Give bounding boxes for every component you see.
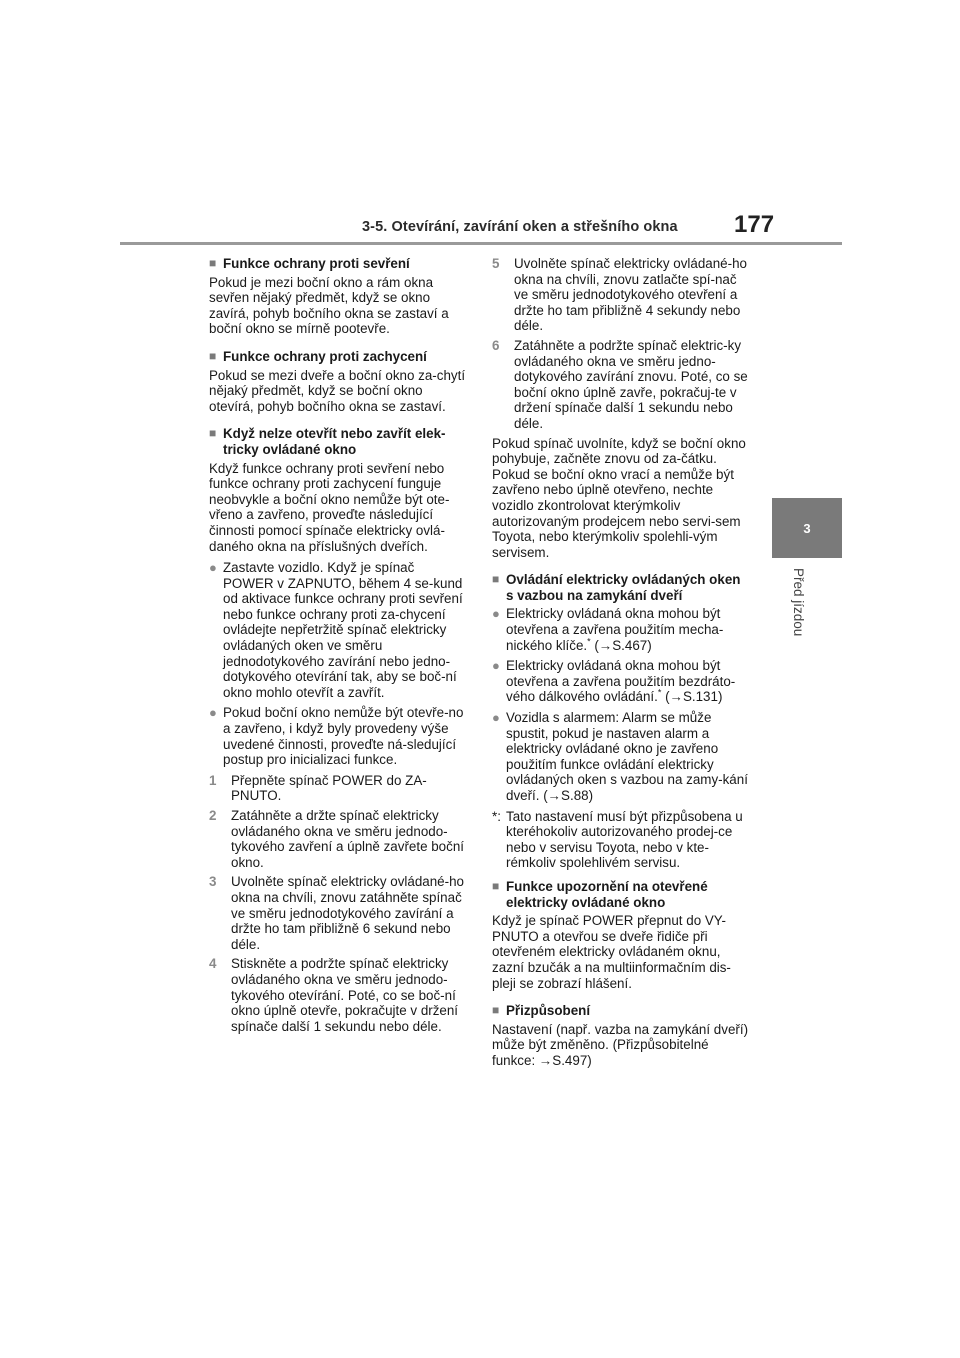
paragraph: Pokud se boční okno vrací a nemůže být zavřeno nebo úplně otevřeno, nechte vozidlo zkontrolovat kterýmkoliv autorizovaným prodejcem nebo servi-sem Toyota, nebo kterýmkoliv spolehli-vým servisem. [492,466,741,560]
step-item [492,338,750,432]
step-number: 5 [492,256,500,271]
section-heading [492,572,750,603]
step-text: Uvolněte spínač elektricky ovládané-ho okna na chvíli, znovu zatlačte spí-nač ve směru jednodotykového otevření a držte ho tam přibližně 4 sekundy nebo déle. [514,256,747,334]
list-item-text [506,658,750,705]
step-number: 2 [209,808,217,823]
circle-bullet-icon: ● [209,705,217,721]
header-divider [120,242,842,245]
paragraph: Pokud je mezi boční okno a rám okna sevřen nějaký předmět, když se okno zavírá, pohyb bočního okna se zastaví a boční okno se mírně pootevře. [209,274,449,337]
list-item-text [506,606,750,653]
step-number: 6 [492,337,500,353]
page-reference: (→S.131) [661,689,723,705]
page-number: 177 [734,211,775,238]
heading-text: Přizpůsobení [506,1003,591,1019]
heading-text: Ovládání elektricky ovládaných oken s vazbou na zamykání dveří [506,572,741,603]
circle-bullet-icon: ● [492,658,500,674]
step-number: 1 [209,772,217,788]
footnote [492,809,750,871]
list-item [209,560,467,700]
chapter-number: 3 [803,520,811,536]
square-bullet-icon: ■ [209,426,217,441]
step-item [209,874,467,952]
paragraph: Když je spínač POWER přepnut do VY-PNUTO a otevřou se dveře řidiče při otevřeném elektricky ovládaném oknu, zazní bzučák a na multiinformačním dis-pleji se zobrazí hlášení. [492,913,731,991]
paragraph: Když funkce ochrany proti sevření nebo funkce ochrany proti zachycení funguje neobvykle a boční okno nemůže být ote-vřeno a zavřeno, proveďte následující činnosti pomocí spínače elektricky ovlá-daného okna na příslušných dveřích. [209,460,450,554]
chapter-side-text: Před jízdou [791,568,806,637]
paragraph: Pokud se mezi dveře a boční okno za-chytí nějaký předmět, když se boční okno otevírá, pohyb bočního okna se zastaví. [209,367,466,414]
step-text: Stiskněte a podržte spínač elektricky ovládaného okna ve směru jednodo-tykového otevírání. Poté, co se boč-ní okno úplně otevře, pokračujte v držení spínače další 1 sekundu nebo déle. [231,956,459,1034]
footnote-text: Tato nastavení musí být přizpůsobena u kteréhokoliv autorizovaného prodej-ce nebo v servisu Toyota, nebo v kte-rémkoliv spolehlivém servisu. [506,808,743,871]
step-text: Přepněte spínač POWER do ZA-PNUTO. [231,772,427,804]
step-text: Zatáhněte a podržte spínač elektric-ky ovládaného okna ve směru jedno-dotykového zavírání znovu. Poté, co se boční okno úplně zavře, pokračuj-te v držení spínače další 1 sekundu nebo déle. [514,337,748,431]
paragraph: Pokud spínač uvolníte, když se boční okno pohybuje, začněte znovu od za-čátku. [492,435,746,467]
left-column [209,256,467,1038]
step-text: Zatáhněte a držte spínač elektricky ovládaného okna ve směru jednodo-tykového zavření a úplně zavřete boční okno. [231,808,464,870]
square-bullet-icon: ■ [492,1003,500,1018]
circle-bullet-icon: ● [492,606,500,622]
heading-text: Funkce ochrany proti zachycení [223,348,427,364]
heading-text: Funkce ochrany proti sevření [223,256,410,271]
heading-text: Funkce upozornění na otevřené elektricky ovládané okno [506,878,708,910]
list-item-body: Elektricky ovládaná okna mohou být otevřena a zavřena použitím mecha-nického klíče. [506,606,724,653]
step-item [492,256,750,334]
square-bullet-icon: ■ [209,348,217,363]
step-item [209,956,467,1034]
section-heading [209,426,467,457]
right-column [492,256,750,1075]
section-heading [492,1003,750,1019]
step-number: 4 [209,956,217,972]
list-item-text: Zastavte vozidlo. Když je spínač POWER v ZAPNUTO, během 4 se-kund od aktivace funkce ochrany proti sevření nebo funkce ochrany proti za-chycení ovládejte nepřetržitě spínač elektricky ovládaných oken ve směru jednodotykového zavírání nebo jedno-dotykového otevírání tak, aby se boč-ní okno mohlo otevřít a zavřít. [223,560,463,700]
section-heading [492,879,750,910]
page-reference: (→S.467) [590,637,652,653]
list-item-text: Vozidla s alarmem: Alarm se může spustit, pokud je nastaven alarm a elektricky ovládané okno je zavřeno použitím funkce ovládání elektricky ovládaných oken s vazbou na zamy-kání dveří. (→S.88) [506,710,748,803]
chapter-side-label [776,568,836,658]
section-heading [209,349,467,365]
square-bullet-icon: ■ [492,878,500,893]
list-item-text: Pokud boční okno nemůže být otevře-no a zavřeno, i když byly provedeny výše uvedené činnosti, proveďte ná-sledující postup pro inicializaci funkce. [223,705,464,768]
list-item [492,658,750,705]
chapter-tab [772,498,842,558]
circle-bullet-icon: ● [209,560,217,576]
paragraph: Nastavení (např. vazba na zamykání dveří) může být změněno. (Přizpůsobitelné funkce: →S.497) [492,1021,749,1068]
list-item [492,710,750,804]
square-bullet-icon: ■ [492,572,500,587]
section-heading [209,256,467,272]
heading-text: Když nelze otevřít nebo zavřít elek-tricky ovládané okno [223,426,446,457]
circle-bullet-icon: ● [492,710,500,726]
square-bullet-icon: ■ [209,256,217,270]
footnote-asterisk: * [657,687,662,698]
step-text: Uvolněte spínač elektricky ovládané-ho okna na chvíli, znovu zatáhněte spínač ve směru jednodotykového zavírání a držte ho tam přibližně 6 sekund nebo déle. [231,874,464,952]
list-item [492,606,750,653]
list-item [209,705,467,767]
step-item [209,773,467,804]
step-number: 3 [209,874,217,890]
footnote-asterisk: * [587,636,591,647]
footnote-mark: *: [492,808,501,824]
chapter-title: 3-5. Otevírání, zavírání oken a střešního okna [362,219,678,235]
list-item-body: Elektricky ovládaná okna mohou být otevřena a zavřena použitím bezdráto-vého dálkového ovládání. [506,658,736,705]
step-item [209,808,467,870]
